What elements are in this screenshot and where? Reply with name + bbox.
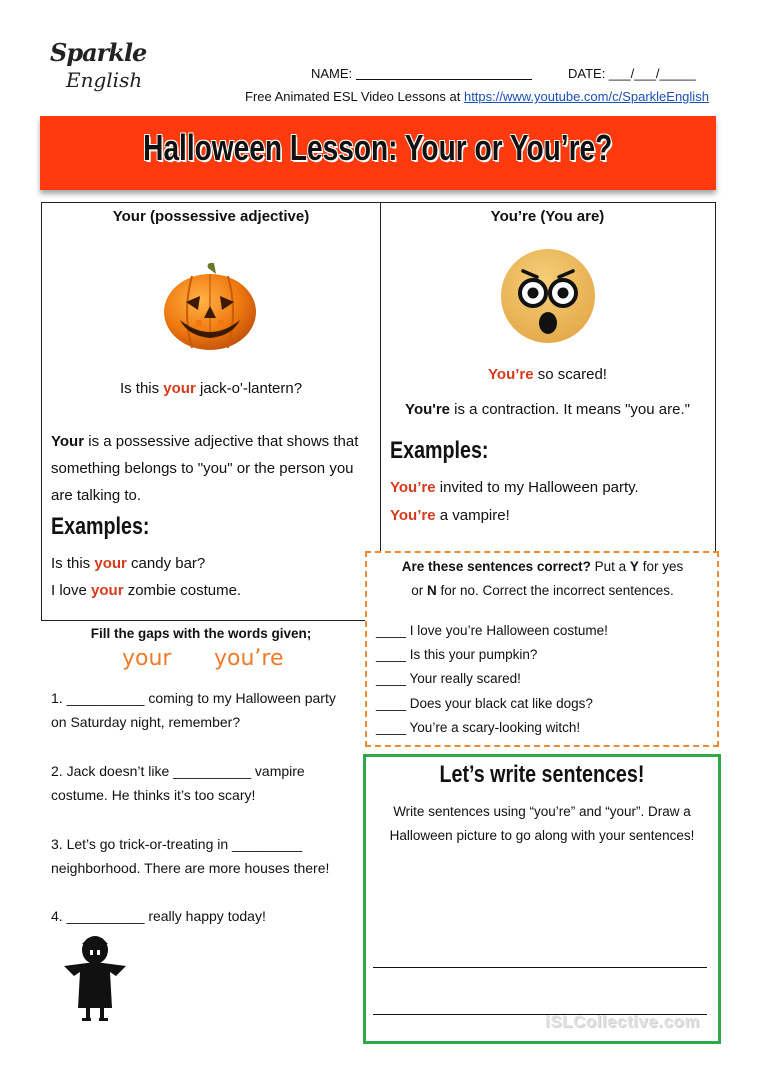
vampire-icon	[62, 934, 128, 1024]
name-field[interactable]	[311, 66, 532, 81]
text: Is this	[119, 380, 164, 397]
gaps-title: Fill the gaps with the words given;	[90, 626, 312, 641]
your-example	[41, 380, 381, 397]
highlight-your: your	[94, 555, 127, 572]
your-example-1	[51, 555, 205, 572]
youtube-link[interactable]: https://www.youtube.com/c/SparkleEnglish	[463, 89, 709, 104]
title-banner	[40, 116, 716, 190]
question-bold: Are these sentences correct?	[401, 559, 591, 574]
youre-example-2	[390, 507, 510, 524]
gap-question-1b: on Saturday night, remember?	[51, 714, 241, 730]
correct-question-line1	[365, 559, 720, 574]
text: so scared!	[533, 366, 607, 383]
date-field[interactable]: DATE: ___/___/_____	[568, 66, 696, 81]
text: jack-o'-lantern?	[195, 380, 303, 397]
word-youre: you’re	[214, 646, 284, 671]
your-example-2	[51, 582, 241, 599]
text: is a possessive adjective that shows that	[84, 433, 359, 450]
jack-o-lantern-icon	[162, 262, 258, 352]
examples-heading: Examples:	[390, 437, 489, 464]
gap-question-4[interactable]: 4. __________ really happy today!	[51, 908, 266, 924]
sparkle-english-logo	[48, 38, 147, 98]
text: or	[411, 583, 427, 598]
youre-scared-line	[380, 366, 715, 383]
correct-item-3[interactable]: ____ Your really scared!	[376, 671, 521, 686]
text: candy bar?	[126, 555, 206, 572]
watermark: iSLCollective.com	[545, 1012, 700, 1031]
text: zombie costume.	[123, 582, 242, 599]
write-title	[363, 761, 721, 789]
your-examples-title	[51, 513, 171, 541]
letter-y: Y	[629, 559, 639, 574]
correct-item-5[interactable]: ____ You’re a scary-looking witch!	[376, 720, 581, 735]
correct-item-2[interactable]: ____ Is this your pumpkin?	[376, 647, 538, 662]
highlight-youre: You’re	[488, 366, 534, 383]
gap-question-2b: costume. He thinks it’s too scary!	[51, 787, 256, 803]
highlight-your: your	[163, 380, 196, 397]
write-instructions-1: Write sentences using “you’re” and “your”. Draw a	[393, 804, 691, 819]
write-title-text: Let’s write sentences!	[439, 761, 645, 788]
your-definition-line3: are talking to.	[51, 487, 142, 504]
highlight-your: your	[91, 582, 124, 599]
your-heading: Your (possessive adjective)	[112, 208, 310, 225]
your-definition-line1	[51, 433, 358, 450]
text: is a contraction. It means "you are."	[450, 401, 690, 418]
examples-heading: Examples:	[51, 513, 150, 540]
logo-line2: English	[66, 68, 143, 92]
name-label: NAME:	[311, 66, 353, 81]
gap-question-1a[interactable]: 1. __________ coming to my Halloween party	[51, 690, 336, 706]
youre-heading: You’re (You are)	[490, 208, 605, 225]
youre-examples-title	[390, 437, 510, 465]
text: I love	[51, 582, 92, 599]
contraction-word: You're	[405, 401, 451, 418]
text: a vampire!	[435, 507, 510, 524]
text: Put a	[590, 559, 630, 574]
youre-contraction	[380, 401, 715, 418]
text: for yes	[638, 559, 684, 574]
promo-label: Free Animated ESL Video Lessons at	[245, 89, 464, 104]
gap-question-3b: neighborhood. There are more houses there!	[51, 860, 330, 876]
letter-n: N	[426, 583, 437, 598]
text: Is this	[51, 555, 95, 572]
text: invited to my Halloween party.	[435, 479, 639, 496]
correct-question-line2	[365, 583, 720, 598]
name-blank[interactable]	[356, 79, 532, 80]
correct-item-4[interactable]: ____ Does your black cat like dogs?	[376, 696, 593, 711]
word-your: your	[122, 646, 172, 671]
write-line-1[interactable]	[373, 967, 707, 968]
correct-item-1[interactable]: ____ I love you’re Halloween costume!	[376, 623, 608, 638]
def-word: Your	[51, 433, 85, 450]
scared-face-icon	[499, 247, 597, 345]
write-sentences-box	[363, 754, 721, 1044]
youre-example-1	[390, 479, 639, 496]
text: for no. Correct the incorrect sentences.	[436, 583, 674, 598]
gap-question-2a[interactable]: 2. Jack doesn’t like __________ vampire	[51, 763, 305, 779]
your-definition-line2: something belongs to "you" or the person you	[51, 460, 354, 477]
highlight-youre: You’re	[390, 479, 436, 496]
page-title: Halloween Lesson: Your or You’re?	[143, 127, 613, 168]
highlight-youre: You’re	[390, 507, 436, 524]
logo-line1: Sparkle	[50, 38, 147, 67]
write-instructions-2: Halloween picture to go along with your sentences!	[389, 828, 695, 843]
gap-question-3a[interactable]: 3. Let’s go trick-or-treating in _________	[51, 836, 303, 852]
promo-text	[245, 89, 709, 104]
